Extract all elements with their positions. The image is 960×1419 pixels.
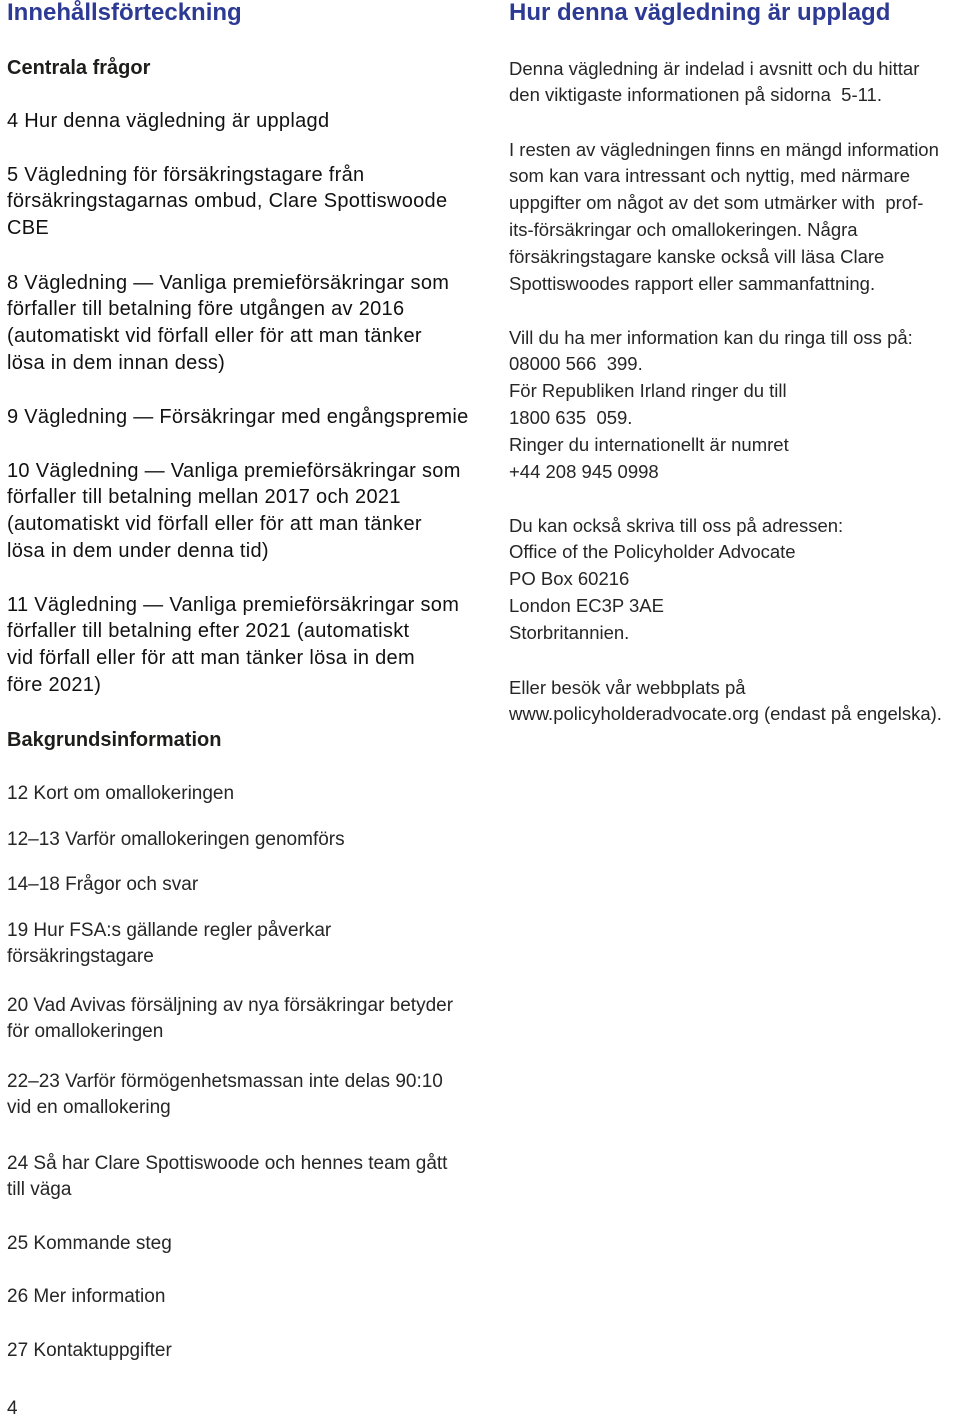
toc-entry-line: förfaller till betalning mellan 2017 och 2021 [7,486,401,509]
paragraph-line: som kan vara intressant och nyttig, med närmare [509,165,911,187]
toc-entry-line: 10 Vägledning — Vanliga premieförsäkringar som [7,459,461,482]
toc-entry-line: till väga [7,1179,72,1201]
paragraph-line: Ringer du internationellt är numret [509,433,789,455]
paragraph-line: its-försäkringar och omallokeringen. Några [509,218,858,240]
address-line: PO Box 60216 [509,568,630,590]
paragraph-line: Denna vägledning är indelad i avsnitt och du hittar [509,57,920,79]
toc-entry-line: 22–23 Varför förmögenhetsmassan inte delas 90:10 [7,1070,443,1092]
toc-entry-line: försäkringstagare [7,946,154,968]
toc-entry-line: 9 Vägledning — Försäkringar med engångspremie [7,405,469,428]
international-phone-number: +44 208 945 0998 [509,460,659,482]
toc-entry-line: 27 Kontaktuppgifter [7,1339,172,1361]
paragraph-line: För Republiken Irland ringer du till [509,380,787,402]
intro-paragraph [509,56,919,110]
toc-entry-line: 8 Vägledning — Vanliga premieförsäkringar som [7,271,450,294]
toc-entry-line: förfaller till betalning efter 2021 (automatiskt [7,620,410,643]
phone-contact-paragraph [509,325,913,486]
paragraph-line: försäkringstagare kanske också vill läsa Clare [509,245,885,267]
toc-entry-line: (automatiskt vid förfall eller för att man tänker [7,325,422,348]
toc-entry [7,592,459,700]
toc-entry-line: lösa in dem under denna tid) [7,540,269,563]
toc-entry-line: 19 Hur FSA:s gällande regler påverkar [7,919,332,941]
toc-entry [7,108,329,135]
toc-entry-line: 5 Vägledning för försäkringstagare från [7,163,365,186]
paragraph-line: I resten av vägledningen finns en mängd information [509,138,939,160]
toc-entry [7,404,469,431]
toc-entry-line: lösa in dem innan dess) [7,352,226,375]
toc-entry-line: för omallokeringen [7,1021,164,1043]
toc-entry [7,162,447,243]
address-line: Storbritannien. [509,621,630,643]
paragraph-line: Spottiswoodes rapport eller sammanfattning. [509,272,876,294]
paragraph-line: uppgifter om något av det som utmärker with prof- [509,192,924,214]
toc-entry-line: före 2021) [7,674,102,697]
toc-entry-line: 14–18 Frågor och svar [7,873,199,895]
toc-title: Innehållsförteckning [7,0,242,26]
toc-entry-line: 12 Kort om omallokeringen [7,782,235,804]
page-number: 4 [7,1398,18,1419]
website-url-line: www.policyholderadvocate.org (endast på engelska). [509,703,942,725]
toc-entry [7,1231,172,1258]
toc-entry-line: försäkringstagarnas ombud, Clare Spottiswoode [7,190,448,213]
toc-entry [7,458,461,566]
toc-entry-line: 11 Vägledning — Vanliga premieförsäkringar som [7,593,460,616]
paragraph-line: Vill du ha mer information kan du ringa till oss på: [509,326,913,348]
toc-entry-line: 12–13 Varför omallokeringen genomförs [7,828,345,850]
toc-entry-line: 25 Kommande steg [7,1232,172,1254]
toc-entry-line: 20 Vad Avivas försäljning av nya försäkringar betyder [7,994,454,1016]
uk-phone-number: 08000 566 399. [509,353,643,375]
address-line: Office of the Policyholder Advocate [509,541,796,563]
toc-section-heading: Centrala frågor [7,56,151,79]
toc-entry [7,1284,165,1311]
toc-entry-line: vid förfall eller för att man tänker lösa in dem [7,647,415,670]
toc-entry-line: (automatiskt vid förfall eller för att man tänker [7,513,422,536]
toc-entry [7,1069,443,1123]
toc-entry [7,1151,447,1205]
address-line: London EC3P 3AE [509,594,664,616]
toc-entry-line: 26 Mer information [7,1285,166,1307]
toc-entry [7,918,331,972]
paragraph-line: Du kan också skriva till oss på adressen: [509,514,844,536]
guide-overview [509,0,960,1419]
toc-entry [7,781,234,808]
details-paragraph [509,137,939,298]
postal-address-paragraph [509,513,843,647]
toc-entry-line: 24 Så har Clare Spottiswoode och hennes team gått [7,1152,448,1174]
ireland-phone-number: 1800 635 059. [509,406,633,428]
toc-section-heading: Bakgrundsinformation [7,728,222,751]
toc-entry [7,1338,172,1365]
toc-entry-line: CBE [7,217,50,240]
toc-entry-line: vid en omallokering [7,1097,171,1119]
toc-entry [7,993,453,1047]
paragraph-line: Eller besök vår webbplats på [509,676,746,698]
toc-entry [7,827,345,854]
website-paragraph [509,675,942,729]
toc-entry-line: 4 Hur denna vägledning är upplagd [7,109,330,132]
toc-entry [7,270,449,378]
guide-title: Hur denna vägledning är upplagd [509,0,891,26]
toc-entry [7,872,198,899]
table-of-contents [7,0,499,1419]
paragraph-line: den viktigaste informationen på sidorna 5-11. [509,84,882,106]
toc-entry-line: förfaller till betalning före utgången av 2016 [7,298,405,321]
